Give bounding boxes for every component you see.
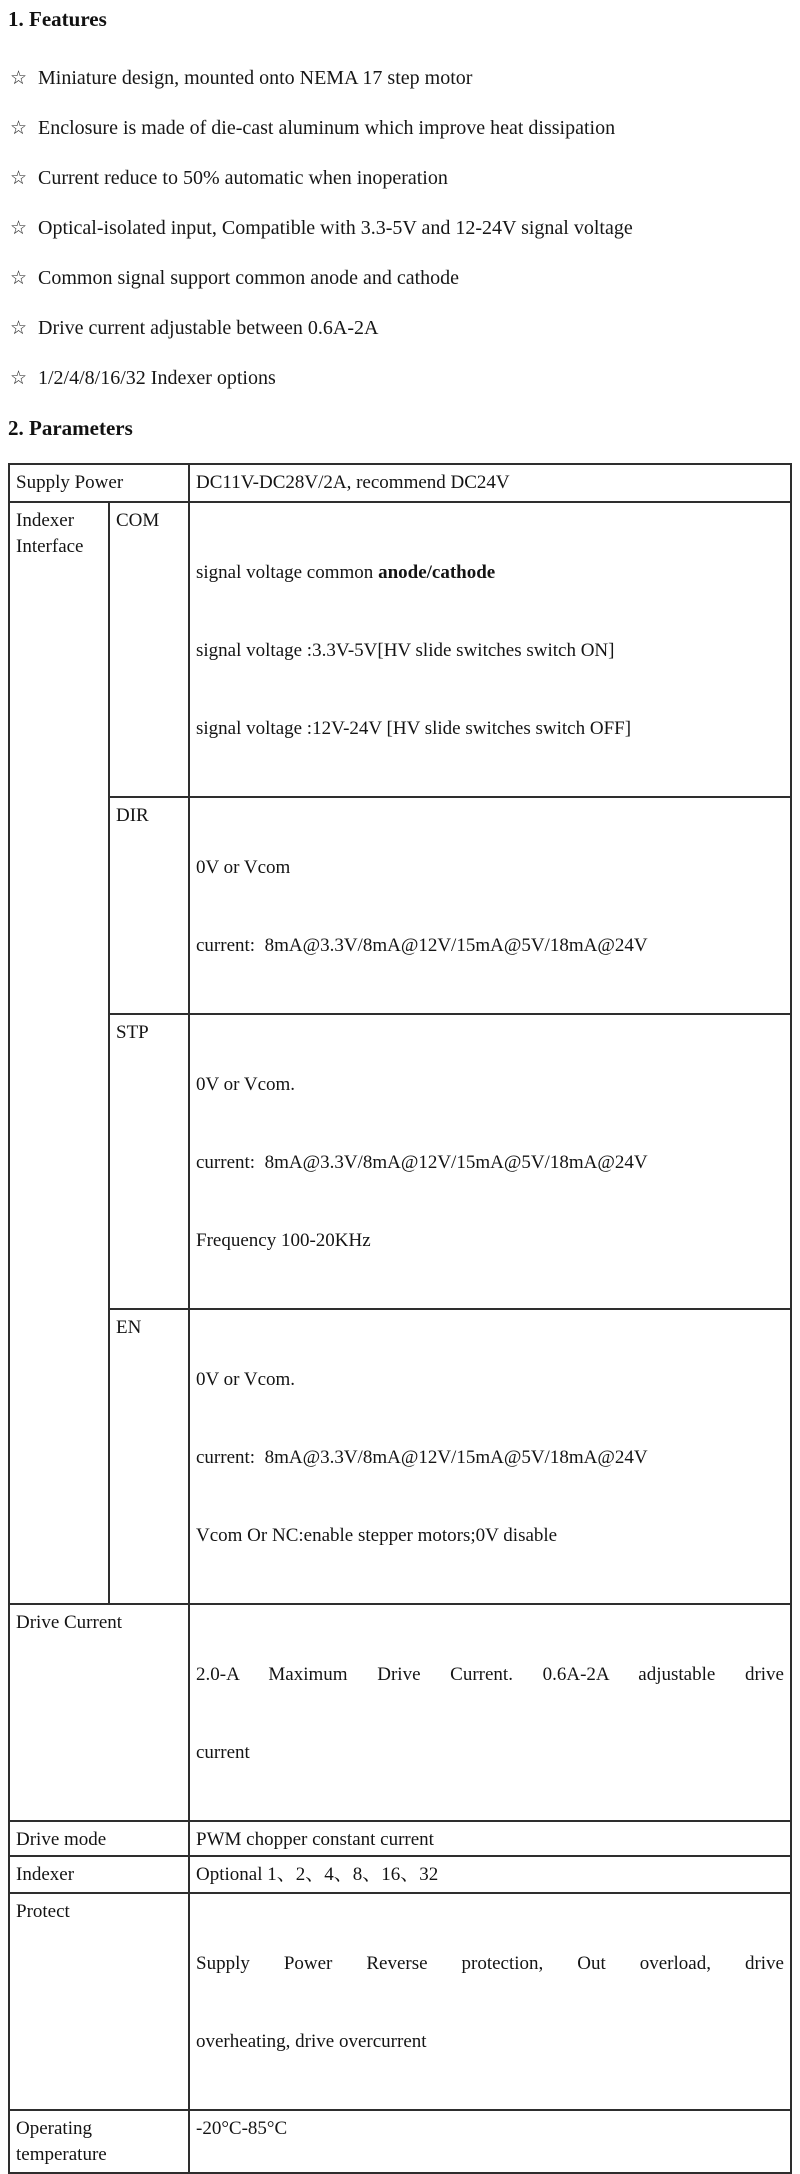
cell-line: Supply Power Reverse protection, Out overload, drive [196,1953,784,1974]
param-label-supply-power: Supply Power [9,464,189,502]
param-value-stp [189,1014,791,1309]
feature-item [8,67,790,89]
features-list [8,67,790,389]
star-bullet-icon: ☆ [10,67,28,89]
parameters-table [8,463,792,2174]
table-row-supply-power [9,464,791,502]
cell-line [196,560,784,586]
label-line: Indexer [16,510,75,531]
param-value-drive-current [189,1604,791,1821]
cell-line: current: 8mA@3.3V/8mA@12V/15mA@5V/18mA@24V [196,935,648,956]
table-row-stp [9,1014,791,1309]
label-line: Interface [16,536,84,557]
param-label-indexer-interface [9,502,109,1604]
cell-line: 2.0-A Maximum Drive Current. 0.6A-2A adjustable drive [196,1664,784,1685]
com-line1-bold: anode/cathode [378,562,496,583]
table-row-drive-current [9,1604,791,1821]
param-value-protect [189,1893,791,2110]
feature-item [8,267,790,289]
label-line: temperature [16,2144,107,2165]
cell-line: signal voltage :12V-24V [HV slide switches switch OFF] [196,718,632,739]
cell-line: 0V or Vcom. [196,1369,296,1390]
param-sublabel-en: EN [109,1309,189,1604]
feature-item-text: 1/2/4/8/16/32 Indexer options [38,367,276,389]
features-heading: 1. Features [8,7,107,31]
cell-line: overheating, drive overcurrent [196,2031,427,2052]
star-bullet-icon: ☆ [10,117,28,139]
param-value-supply-power: DC11V-DC28V/2A, recommend DC24V [189,464,791,502]
feature-item-text: Optical-isolated input, Compatible with 3.3-5V and 12-24V signal voltage [38,217,633,239]
feature-item [8,367,790,389]
param-sublabel-dir: DIR [109,797,189,1014]
param-value-dir [189,797,791,1014]
param-label-drive-mode: Drive mode [9,1821,189,1856]
cell-line: signal voltage :3.3V-5V[HV slide switches switch ON] [196,640,615,661]
table-row-protect [9,1893,791,2110]
com-line1-text: signal voltage common [196,562,379,583]
param-label-protect: Protect [9,1893,189,2110]
table-row-en [9,1309,791,1604]
feature-item-text: Drive current adjustable between 0.6A-2A [38,317,379,339]
param-sublabel-stp: STP [109,1014,189,1309]
feature-item-text: Common signal support common anode and cathode [38,267,460,289]
star-bullet-icon: ☆ [10,167,28,189]
feature-item [8,217,790,239]
cell-line: current: 8mA@3.3V/8mA@12V/15mA@5V/18mA@24V [196,1447,648,1468]
table-row-dir [9,797,791,1014]
cell-line: Vcom Or NC:enable stepper motors;0V disable [196,1525,558,1546]
cell-line: 0V or Vcom. [196,1074,296,1095]
param-value-com [189,502,791,797]
param-value-operating-temperature: -20°C-85°C [189,2110,791,2173]
star-bullet-icon: ☆ [10,367,28,389]
label-line: Operating [16,2118,92,2139]
param-label-indexer: Indexer [9,1856,189,1893]
param-sublabel-com: COM [109,502,189,797]
param-value-en [189,1309,791,1604]
feature-item [8,117,790,139]
param-label-drive-current: Drive Current [9,1604,189,1821]
table-row-indexer [9,1856,791,1893]
table-row-drive-mode [9,1821,791,1856]
feature-item-text: Enclosure is made of die-cast aluminum which improve heat dissipation [38,117,616,139]
param-value-indexer: Optional 1、2、4、8、16、32 [189,1856,791,1893]
param-label-operating-temperature [9,2110,189,2173]
feature-item-text: Current reduce to 50% automatic when inoperation [38,167,448,189]
table-row-com [9,502,791,797]
star-bullet-icon: ☆ [10,267,28,289]
feature-item [8,167,790,189]
parameters-heading: 2. Parameters [8,416,133,440]
table-row-operating-temperature [9,2110,791,2173]
cell-line: current: 8mA@3.3V/8mA@12V/15mA@5V/18mA@24V [196,1152,648,1173]
star-bullet-icon: ☆ [10,317,28,339]
cell-line: current [196,1742,250,1763]
cell-line: 0V or Vcom [196,857,291,878]
star-bullet-icon: ☆ [10,217,28,239]
param-value-drive-mode: PWM chopper constant current [189,1821,791,1856]
feature-item-text: Miniature design, mounted onto NEMA 17 step motor [38,67,473,89]
feature-item [8,317,790,339]
cell-line: Frequency 100-20KHz [196,1230,371,1251]
